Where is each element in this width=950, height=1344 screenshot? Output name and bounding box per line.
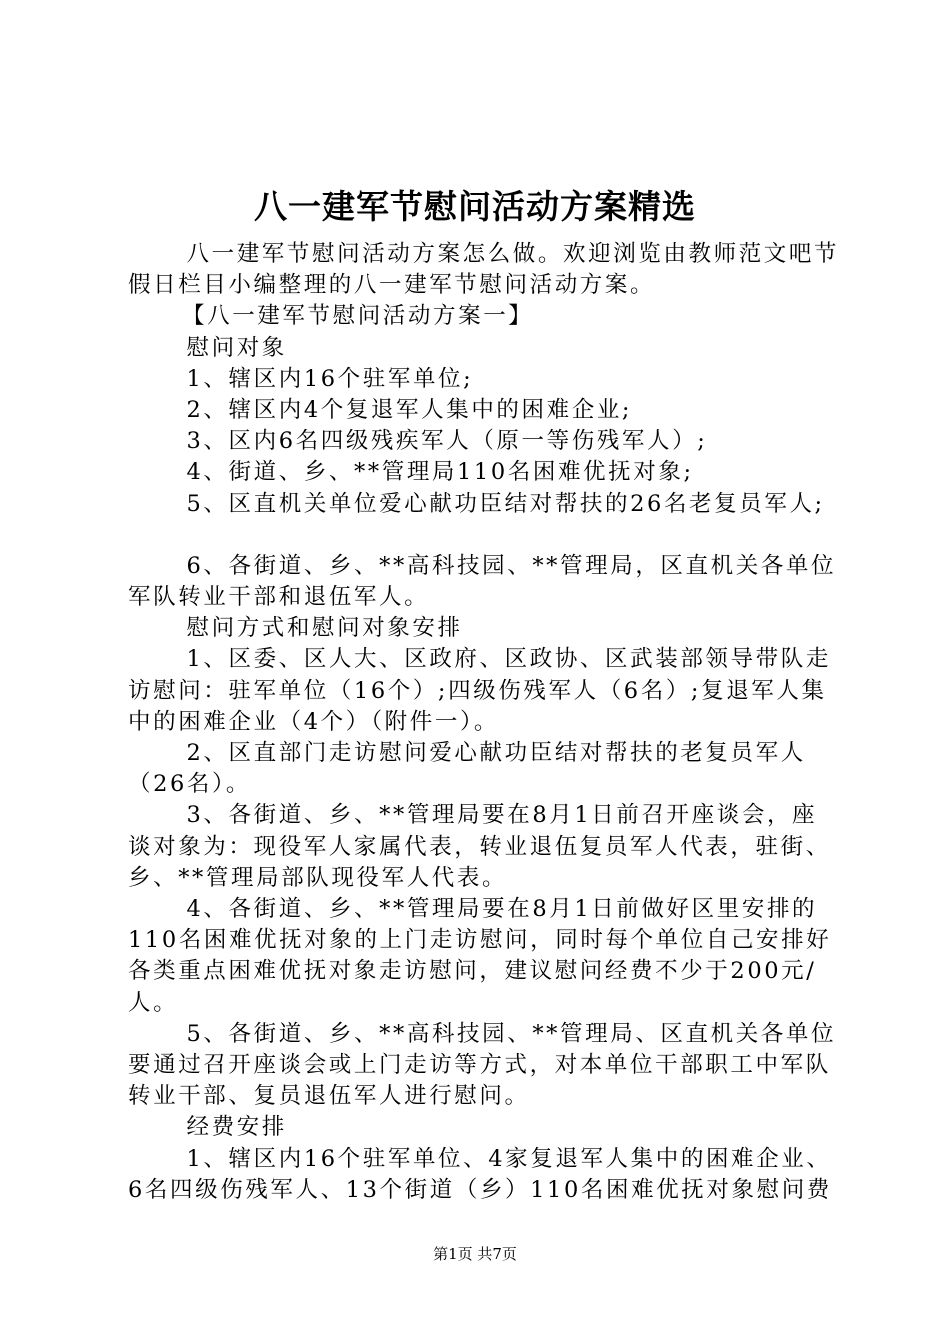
list-item: 5、各街道、乡、**高科技园、**管理局、区直机关各单位要通过召开座谈会或上门走访等方式，对本单位干部职工中军队转业干部、复员退伍军人进行慰问。 [128, 1020, 837, 1110]
list-item: 3、区内6名四级残疾军人（原一等伤残军人）; [186, 428, 708, 455]
list-item: 4、各街道、乡、**管理局要在8月1日前做好区里安排的110名困难优抚对象的上门走访慰问，同时每个单位自己安排好各类重点困难优抚对象走访慰问，建议慰问经费不少于200元/人。 [128, 896, 832, 1016]
list-item: 1、区委、区人大、区政府、区政协、区武装部领导带队走访慰问：驻军单位（16个）;四级伤残军人（6名）;复退军人集中的困难企业（4个）（附件一）。 [128, 646, 831, 735]
list-item: 3、各街道、乡、**管理局要在8月1日前召开座谈会，座谈对象为：现役军人家属代表，转业退伍复员军人代表，驻街、乡、**管理局部队现役军人代表。 [128, 802, 831, 891]
list-item: 6、各街道、乡、**高科技园、**管理局，区直机关各单位军队转业干部和退伍军人。 [128, 552, 837, 611]
intro-paragraph: 八一建军节慰问活动方案怎么做。欢迎浏览由教师范文吧节假日栏目小编整理的八一建军节慰问活动方案。 [128, 241, 840, 299]
page-number: 第1页 共7页 [433, 1245, 517, 1263]
paragraph-gap [128, 520, 840, 551]
list-item: 1、辖区内16个驻军单位; [186, 365, 474, 392]
list-item: 2、区直部门走访慰问爱心献功臣结对帮扶的老复员军人（26名）。 [128, 740, 806, 798]
document-body [128, 239, 840, 1206]
list-item: 1、辖区内16个驻军单位、4家复退军人集中的困难企业、6名四级伤残军人、13个街道（乡）110名困难优抚对象慰问费 [128, 1145, 832, 1203]
section-heading-plan-one: 【八一建军节慰问活动方案一】 [182, 303, 534, 330]
list-item: 5、区直机关单位爱心献功臣结对帮扶的26名老复员军人; [186, 490, 825, 517]
subheading-targets: 慰问对象 [186, 334, 287, 361]
subheading-funding: 经费安排 [186, 1114, 287, 1141]
document-title: 八一建军节慰问活动方案精选 [254, 187, 696, 226]
subheading-methods: 慰问方式和慰问对象安排 [186, 615, 463, 642]
list-item: 4、街道、乡、**管理局110名困难优抚对象; [186, 459, 694, 486]
list-item: 2、辖区内4个复退军人集中的困难企业; [186, 397, 633, 424]
